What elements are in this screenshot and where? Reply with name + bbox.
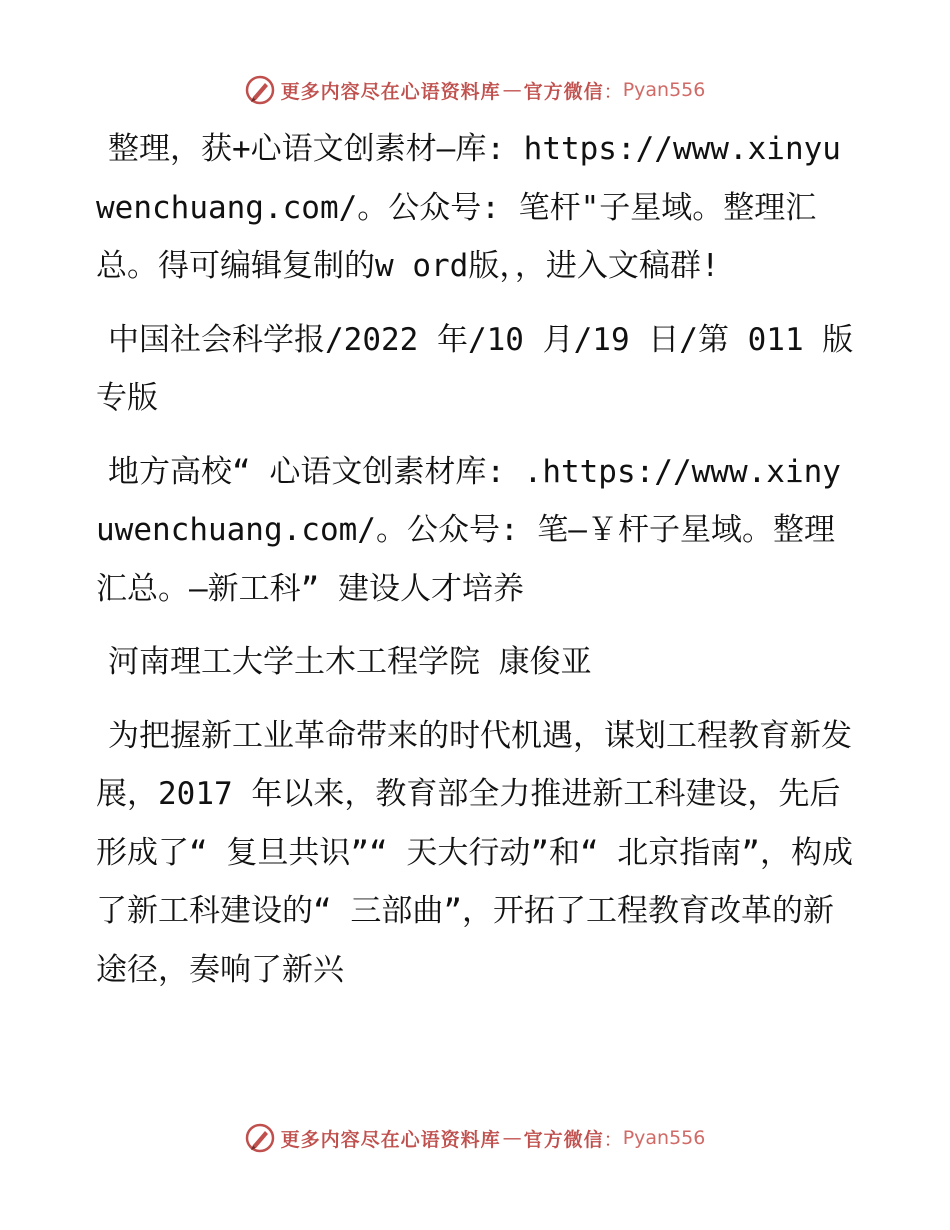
body-paragraph: 为把握新工业革命带来的时代机遇，谋划工程教育新发展，2017 年以来，教育部全力推进新工科建设，先后形成了“ 复旦共识”“ 天大行动”和“ 北京指南”，构成了新工科建设的“ 三部曲”，开拓了工程教育改革的新途径，奏响了新兴 xyxy=(96,717,853,988)
watermark-site-text: 更多内容尽在心语资料库 xyxy=(280,80,501,103)
header-watermark xyxy=(0,70,950,110)
pen-logo-icon xyxy=(245,75,275,105)
article-title: 地方高校“ 心语文创素材库: .https://www.xinyuwenchuang.com/。公众号: 笔—￥杆子星域。整理汇总。—新工科” 建设人才培养 xyxy=(96,453,841,607)
watermark-separator: — xyxy=(502,79,522,101)
watermark-official-text: 官方微信 xyxy=(523,80,604,103)
watermark-account: Pyan556 xyxy=(622,79,706,101)
watermark-account: Pyan556 xyxy=(622,1127,706,1149)
watermark-official-text: 官方微信 xyxy=(523,1128,604,1151)
watermark-colon: ： xyxy=(603,80,623,103)
watermark-separator: — xyxy=(502,1127,522,1149)
watermark-site-text: 更多内容尽在心语资料库 xyxy=(280,1128,501,1151)
author-line: 河南理工大学土木工程学院 康俊亚 xyxy=(108,644,592,680)
source-line: 中国社会科学报/2022 年/10 月/19 日/第 011 版专版 xyxy=(96,321,854,416)
document-body xyxy=(96,120,856,999)
pen-logo-icon xyxy=(245,1123,275,1153)
footer-watermark xyxy=(0,1118,950,1158)
intro-paragraph: 整理，获+心语文创素材—库: https://www.xinyuwenchuang.com/。公众号: 笔杆"子星域。整理汇总。得可编辑复制的w ord版，，进入文稿群! xyxy=(96,131,841,284)
watermark-colon: ： xyxy=(603,1128,623,1151)
